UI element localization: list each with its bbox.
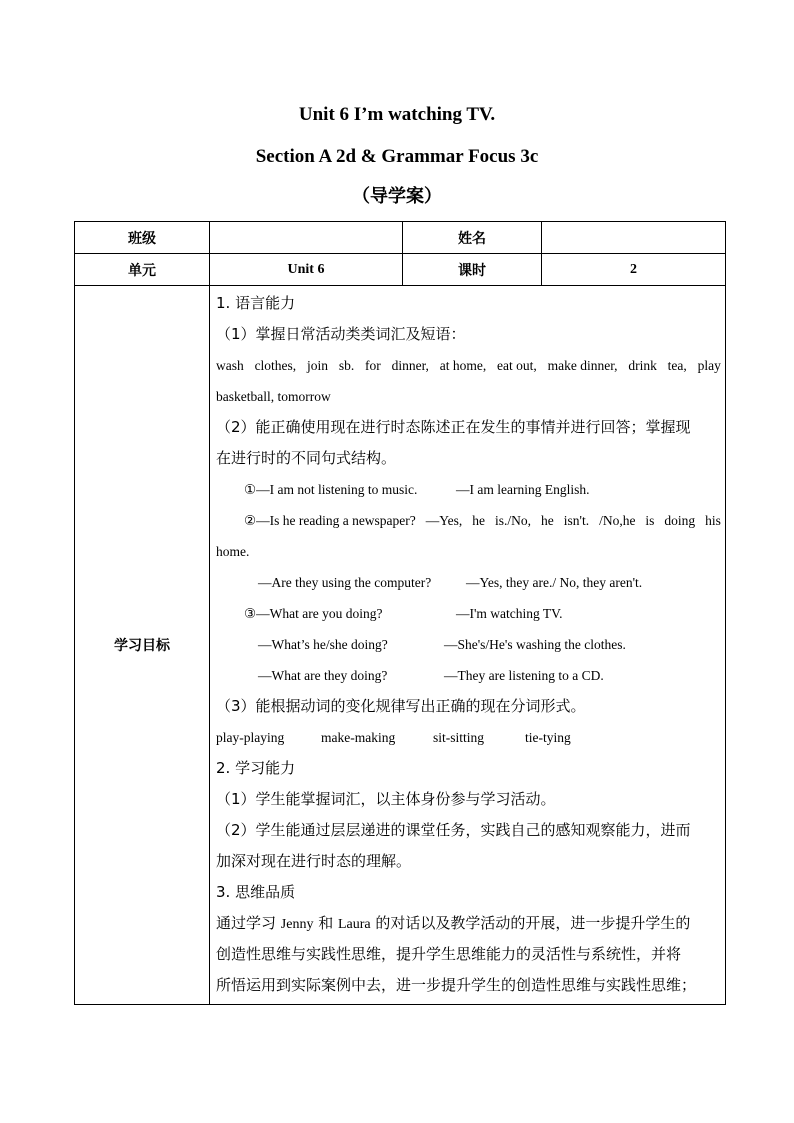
vocab-word: for (365, 358, 381, 373)
goal-2-2-a: （2）学生能通过层层递进的课堂任务，实践自己的感知观察能力，进而 (216, 821, 691, 839)
goal-1-2-b: 在进行时的不同句式结构。 (216, 449, 397, 467)
example-answer-part: —Yes, (425, 513, 463, 528)
example-question: ①—I am not listening to music. (244, 482, 418, 497)
example-1 (216, 474, 721, 505)
example-answer-part: is./No, (495, 513, 532, 528)
character-name: Jenny (280, 917, 314, 932)
verb-form: play-playing (216, 730, 285, 745)
example-question: —What are they doing? (258, 668, 388, 683)
example-answer-part: /No,he (599, 513, 636, 528)
goal-text: 和 (313, 914, 338, 932)
verb-form: sit-sitting (433, 730, 485, 745)
guide-subtitle: （导学案） (352, 186, 442, 207)
verb-form: make-making (321, 730, 396, 745)
learning-goals-content (210, 286, 726, 1005)
goal-2-2-b: 加深对现在进行时态的理解。 (216, 852, 412, 870)
vocab-word: drink (628, 358, 657, 373)
unit-value: Unit 6 (210, 254, 403, 286)
example-5 (216, 629, 721, 660)
example-answer-part: is (645, 513, 655, 528)
document-title-block (0, 104, 794, 208)
section-learning-title: 2. 学习能力 (216, 759, 296, 777)
section-title: Section A 2d & Grammar Focus 3c (255, 146, 539, 167)
unit-title: Unit 6 I’m watching TV. (298, 104, 496, 125)
vocab-line-2: basketball, tomorrow (216, 389, 331, 404)
example-answer: —Yes, they are./ No, they aren't. (466, 575, 643, 590)
period-value: 2 (542, 254, 726, 286)
vocab-word: at home, (439, 358, 487, 373)
class-label: 班级 (75, 222, 210, 254)
example-answer-part: isn't. (563, 513, 590, 528)
lesson-info-table (74, 221, 726, 1005)
class-value[interactable] (210, 222, 403, 254)
example-2 (216, 505, 721, 536)
example-answer-part: he (472, 513, 486, 528)
name-label: 姓名 (403, 222, 542, 254)
learning-goals-label: 学习目标 (75, 286, 210, 1005)
example-4 (216, 598, 721, 629)
example-answer-part: doing (664, 513, 696, 528)
goal-3-line-1 (216, 908, 721, 939)
vocab-word: dinner, (391, 358, 429, 373)
section-language-title: 1. 语言能力 (216, 294, 296, 312)
goal-1-1: （1）掌握日常活动类类词汇及短语： (216, 325, 466, 343)
vocab-word: wash (216, 358, 244, 373)
goal-1-2-a: （2）能正确使用现在进行时态陈述正在发生的事情并进行回答；掌握现 (216, 418, 691, 436)
vocab-word: eat out, (497, 358, 537, 373)
example-3 (216, 567, 721, 598)
example-answer-part: his (705, 513, 721, 528)
unit-label: 单元 (75, 254, 210, 286)
example-question: ②—Is he reading a newspaper? (244, 513, 416, 528)
goal-3-line-2: 创造性思维与实践性思维，提升学生思维能力的灵活性与系统性，并将 (216, 945, 682, 963)
vocab-word: clothes, (254, 358, 297, 373)
table-row-unit (75, 254, 726, 286)
example-answer: —I am learning English. (456, 482, 590, 497)
example-2-continued: home. (216, 544, 250, 559)
example-6 (216, 660, 721, 691)
example-answer: —I'm watching TV. (456, 606, 563, 621)
vocab-line-1 (216, 350, 721, 381)
section-thinking-title: 3. 思维品质 (216, 883, 296, 901)
table-row-class (75, 222, 726, 254)
character-name: Laura (338, 917, 371, 932)
example-answer-part: he (541, 513, 554, 528)
verb-forms-line (216, 722, 721, 753)
goal-1-3: （3）能根据动词的变化规律写出正确的现在分词形式。 (216, 697, 586, 715)
example-question: —What’s he/she doing? (258, 637, 388, 652)
example-question: ③—What are you doing? (244, 606, 383, 621)
vocab-word: make dinner, (547, 358, 618, 373)
example-question: —Are they using the computer? (258, 575, 432, 590)
example-answer: —She's/He's washing the clothes. (444, 637, 626, 652)
name-value[interactable] (542, 222, 726, 254)
table-row-goals (75, 286, 726, 1005)
vocab-word: play (697, 358, 721, 373)
goal-text: 通过学习 (216, 914, 281, 932)
verb-form: tie-tying (525, 730, 571, 745)
goal-2-1: （1）学生能掌握词汇，以主体身份参与学习活动。 (216, 790, 556, 808)
example-answer: —They are listening to a CD. (444, 668, 604, 683)
goal-text: 的对话以及教学活动的开展，进一步提升学生的 (370, 914, 691, 932)
period-label: 课时 (403, 254, 542, 286)
vocab-word: join (307, 358, 329, 373)
vocab-word: sb. (338, 358, 355, 373)
goal-3-line-3: 所悟运用到实际案例中去，进一步提升学生的创造性思维与实践性思维； (216, 976, 697, 994)
vocab-word: tea, (667, 358, 687, 373)
